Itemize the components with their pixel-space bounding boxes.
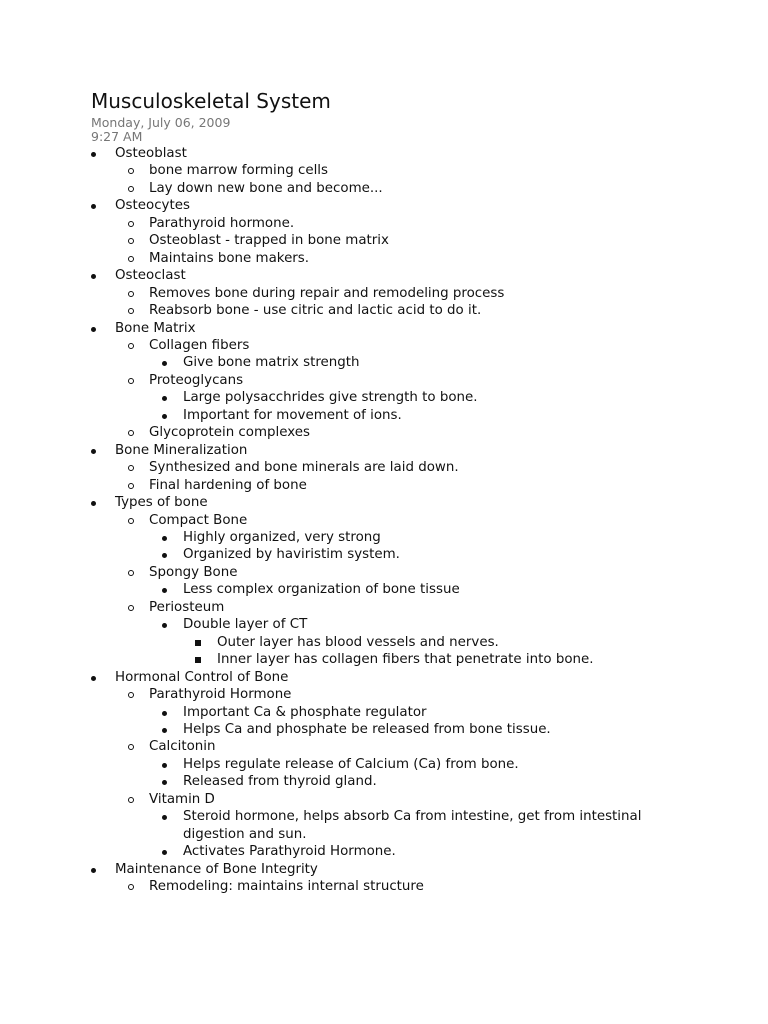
outline-item-text [149,285,689,302]
outline-item-label: Give bone matrix strength [183,355,360,371]
outline-item-level-3 [0,773,768,790]
outline-item-label: Compact Bone [149,512,248,528]
hollow-bullet-icon [128,483,134,489]
outline-item-text [149,424,689,441]
outline-item-label: Osteocytes [115,198,190,214]
outline-item-text [115,145,675,162]
outline-item-label: Collagen fibers [149,337,250,353]
outline-item-text [115,861,675,878]
hollow-bullet-icon [128,692,134,698]
outline-item-level-3 [0,756,768,773]
outline-item-label: Outer layer has blood vessels and nerves. [217,634,499,650]
outline-item-continuation: digestion and sun. [183,826,307,842]
outline-item-label: Double layer of CT [183,617,308,633]
outline-item-label: Hormonal Control of Bone [115,669,289,685]
outline-item-text [149,599,689,616]
outline-item-text [149,232,689,249]
outline-item-level-3 [0,529,768,546]
outline-item-level-2 [0,564,768,581]
outline-item-level-4 [0,651,768,668]
outline-item-label: Activates Parathyroid Hormone. [183,844,396,860]
outline-item-text [149,162,689,179]
outline-item-text [183,546,683,563]
outline-item-text [115,669,675,686]
hollow-bullet-icon [128,430,134,436]
outline-item-label: Organized by haviristim system. [183,547,400,563]
filled-bullet-icon [162,588,167,593]
filled-bullet-icon [162,850,167,855]
outline-item-label: Periosteum [149,599,225,615]
outline-item-level-2 [0,477,768,494]
outline-item-label: Spongy Bone [149,564,238,580]
outline-item-level-2 [0,878,768,895]
outline-item-label: Osteoblast - trapped in bone matrix [149,233,389,249]
outline-item-level-2 [0,215,768,232]
hollow-bullet-icon [128,343,134,349]
filled-bullet-icon [162,396,167,401]
outline-item-label: Proteoglycans [149,372,244,388]
outline-item-text [149,180,689,197]
outline-item-level-2 [0,250,768,267]
outline-item-text [149,686,689,703]
note-time: 9:27 AM [91,129,143,144]
outline-item-label: Important for movement of ions. [183,407,402,423]
filled-bullet-icon [162,711,167,716]
outline-item-text [149,512,689,529]
note-date: Monday, July 06, 2009 [91,115,231,130]
outline-item-label: Vitamin D [149,791,215,807]
outline-item-text [149,459,689,476]
outline-item-label: Bone Mineralization [115,442,248,458]
outline-item-text [149,791,689,808]
filled-bullet-icon [91,868,96,873]
outline-item-level-2 [0,162,768,179]
outline-item-level-2 [0,599,768,616]
hollow-bullet-icon [128,378,134,384]
filled-bullet-icon [162,815,167,820]
outline-item-level-2 [0,232,768,249]
filled-bullet-icon [91,274,96,279]
outline-item-label: Synthesized and bone minerals are laid down. [149,460,459,476]
outline-item-level-2 [0,791,768,808]
outline-item-text [149,372,689,389]
filled-bullet-icon [91,449,96,454]
outline-item-label: Maintenance of Bone Integrity [115,861,318,877]
hollow-bullet-icon [128,186,134,192]
outline-item-text [183,389,683,406]
hollow-bullet-icon [128,744,134,750]
outline-item-level-4 [0,634,768,651]
outline-item-text [149,302,689,319]
outline-item-level-1 [0,197,768,214]
outline-item-text [183,808,683,843]
outline-item-text [149,250,689,267]
outline-item-label: Helps regulate release of Calcium (Ca) from bone. [183,756,519,772]
outline-item-level-2 [0,512,768,529]
outline-item-label: Glycoprotein complexes [149,425,310,441]
filled-bullet-icon [162,763,167,768]
outline-item-text [183,704,683,721]
outline-item-level-3 [0,581,768,598]
outline-item-text [149,215,689,232]
outline-item-text [115,197,675,214]
outline-item-level-2 [0,738,768,755]
filled-bullet-icon [162,553,167,558]
outline-item-label: Osteoblast [115,146,187,161]
outline-item-level-1 [0,861,768,878]
hollow-bullet-icon [128,221,134,227]
outline-item-level-2 [0,372,768,389]
outline-item-level-3 [0,389,768,406]
filled-bullet-icon [162,414,167,419]
outline-item-text [183,407,683,424]
outline-item-level-3 [0,546,768,563]
outline-item-text [149,738,689,755]
outline-item-label: Large polysacchrides give strength to bone. [183,390,478,406]
outline-item-label: Osteoclast [115,268,186,284]
filled-bullet-icon [91,501,96,506]
hollow-bullet-icon [128,605,134,611]
outline-item-label: Removes bone during repair and remodeling process [149,285,505,301]
square-bullet-icon [195,640,201,646]
outline-item-text [217,651,697,668]
outline-item-text [183,354,683,371]
outline-item-text [149,564,689,581]
outline-item-level-2 [0,459,768,476]
outline-item-label: Final hardening of bone [149,477,307,493]
outline-item-label: Calcitonin [149,739,216,755]
filled-bullet-icon [91,327,96,332]
outline-item-text [115,267,675,284]
outline-item-text [149,337,689,354]
outline-item-label: Maintains bone makers. [149,250,310,266]
outline-item-level-2 [0,337,768,354]
outline-item-label: Reabsorb bone - use citric and lactic acid to do it. [149,303,482,319]
outline-item-level-2 [0,686,768,703]
outline-item-label: Bone Matrix [115,320,196,336]
outline-item-label: Released from thyroid gland. [183,774,377,790]
outline-item-label: Parathyroid hormone. [149,215,295,231]
outline-item-text [183,756,683,773]
outline-item-text [115,442,675,459]
filled-bullet-icon [91,152,96,157]
outline-item-level-2 [0,302,768,319]
hollow-bullet-icon [128,570,134,576]
outline-item-level-2 [0,424,768,441]
filled-bullet-icon [162,361,167,366]
outline-item-text [115,494,675,511]
outline-item-level-1 [0,442,768,459]
outline-item-text [183,773,683,790]
square-bullet-icon [195,657,201,663]
hollow-bullet-icon [128,465,134,471]
hollow-bullet-icon [128,291,134,297]
outline-item-level-2 [0,180,768,197]
outline-item-text [183,721,683,738]
outline-item-label: Lay down new bone and become... [149,180,383,196]
outline-item-level-3 [0,843,768,860]
outline-item-text [183,581,683,598]
outline-item-text [183,616,683,633]
outline-item-label: Remodeling: maintains internal structure [149,879,424,895]
outline-item-text [217,634,697,651]
note-outline [0,145,768,895]
outline-item-level-3 [0,704,768,721]
hollow-bullet-icon [128,308,134,314]
outline-item-level-1 [0,267,768,284]
outline-item-level-1 [0,494,768,511]
outline-item-level-3 [0,616,768,633]
outline-item-label: Steroid hormone, helps absorb Ca from intestine, get from intestinal [183,809,642,825]
outline-item-label: Inner layer has collagen fibers that penetrate into bone. [217,652,594,668]
outline-item-level-2 [0,285,768,302]
outline-item-text [149,477,689,494]
outline-item-level-1 [0,320,768,337]
outline-item-level-1 [0,669,768,686]
filled-bullet-icon [162,623,167,628]
outline-item-label: Less complex organization of bone tissue [183,582,460,598]
hollow-bullet-icon [128,168,134,174]
outline-item-label: Helps Ca and phosphate be released from bone tissue. [183,721,551,737]
filled-bullet-icon [162,536,167,541]
outline-item-text [149,878,689,895]
filled-bullet-icon [162,780,167,785]
hollow-bullet-icon [128,238,134,244]
outline-item-level-3 [0,407,768,424]
outline-item-label: Parathyroid Hormone [149,687,292,703]
filled-bullet-icon [162,728,167,733]
outline-item-text [115,320,675,337]
outline-item-level-1 [0,145,768,162]
outline-item-label: bone marrow forming cells [149,163,329,179]
outline-item-label: Highly organized, very strong [183,529,381,545]
outline-item-label: Important Ca & phosphate regulator [183,704,427,720]
hollow-bullet-icon [128,884,134,890]
outline-item-level-3 [0,721,768,738]
outline-item-level-3 [0,354,768,371]
outline-item-text [183,529,683,546]
hollow-bullet-icon [128,518,134,524]
note-title: Musculoskeletal System [91,89,331,113]
outline-item-label: Types of bone [115,495,208,511]
filled-bullet-icon [91,676,96,681]
outline-item-text [183,843,683,860]
hollow-bullet-icon [128,256,134,262]
hollow-bullet-icon [128,797,134,803]
outline-item-level-3 [0,808,768,843]
filled-bullet-icon [91,204,96,209]
